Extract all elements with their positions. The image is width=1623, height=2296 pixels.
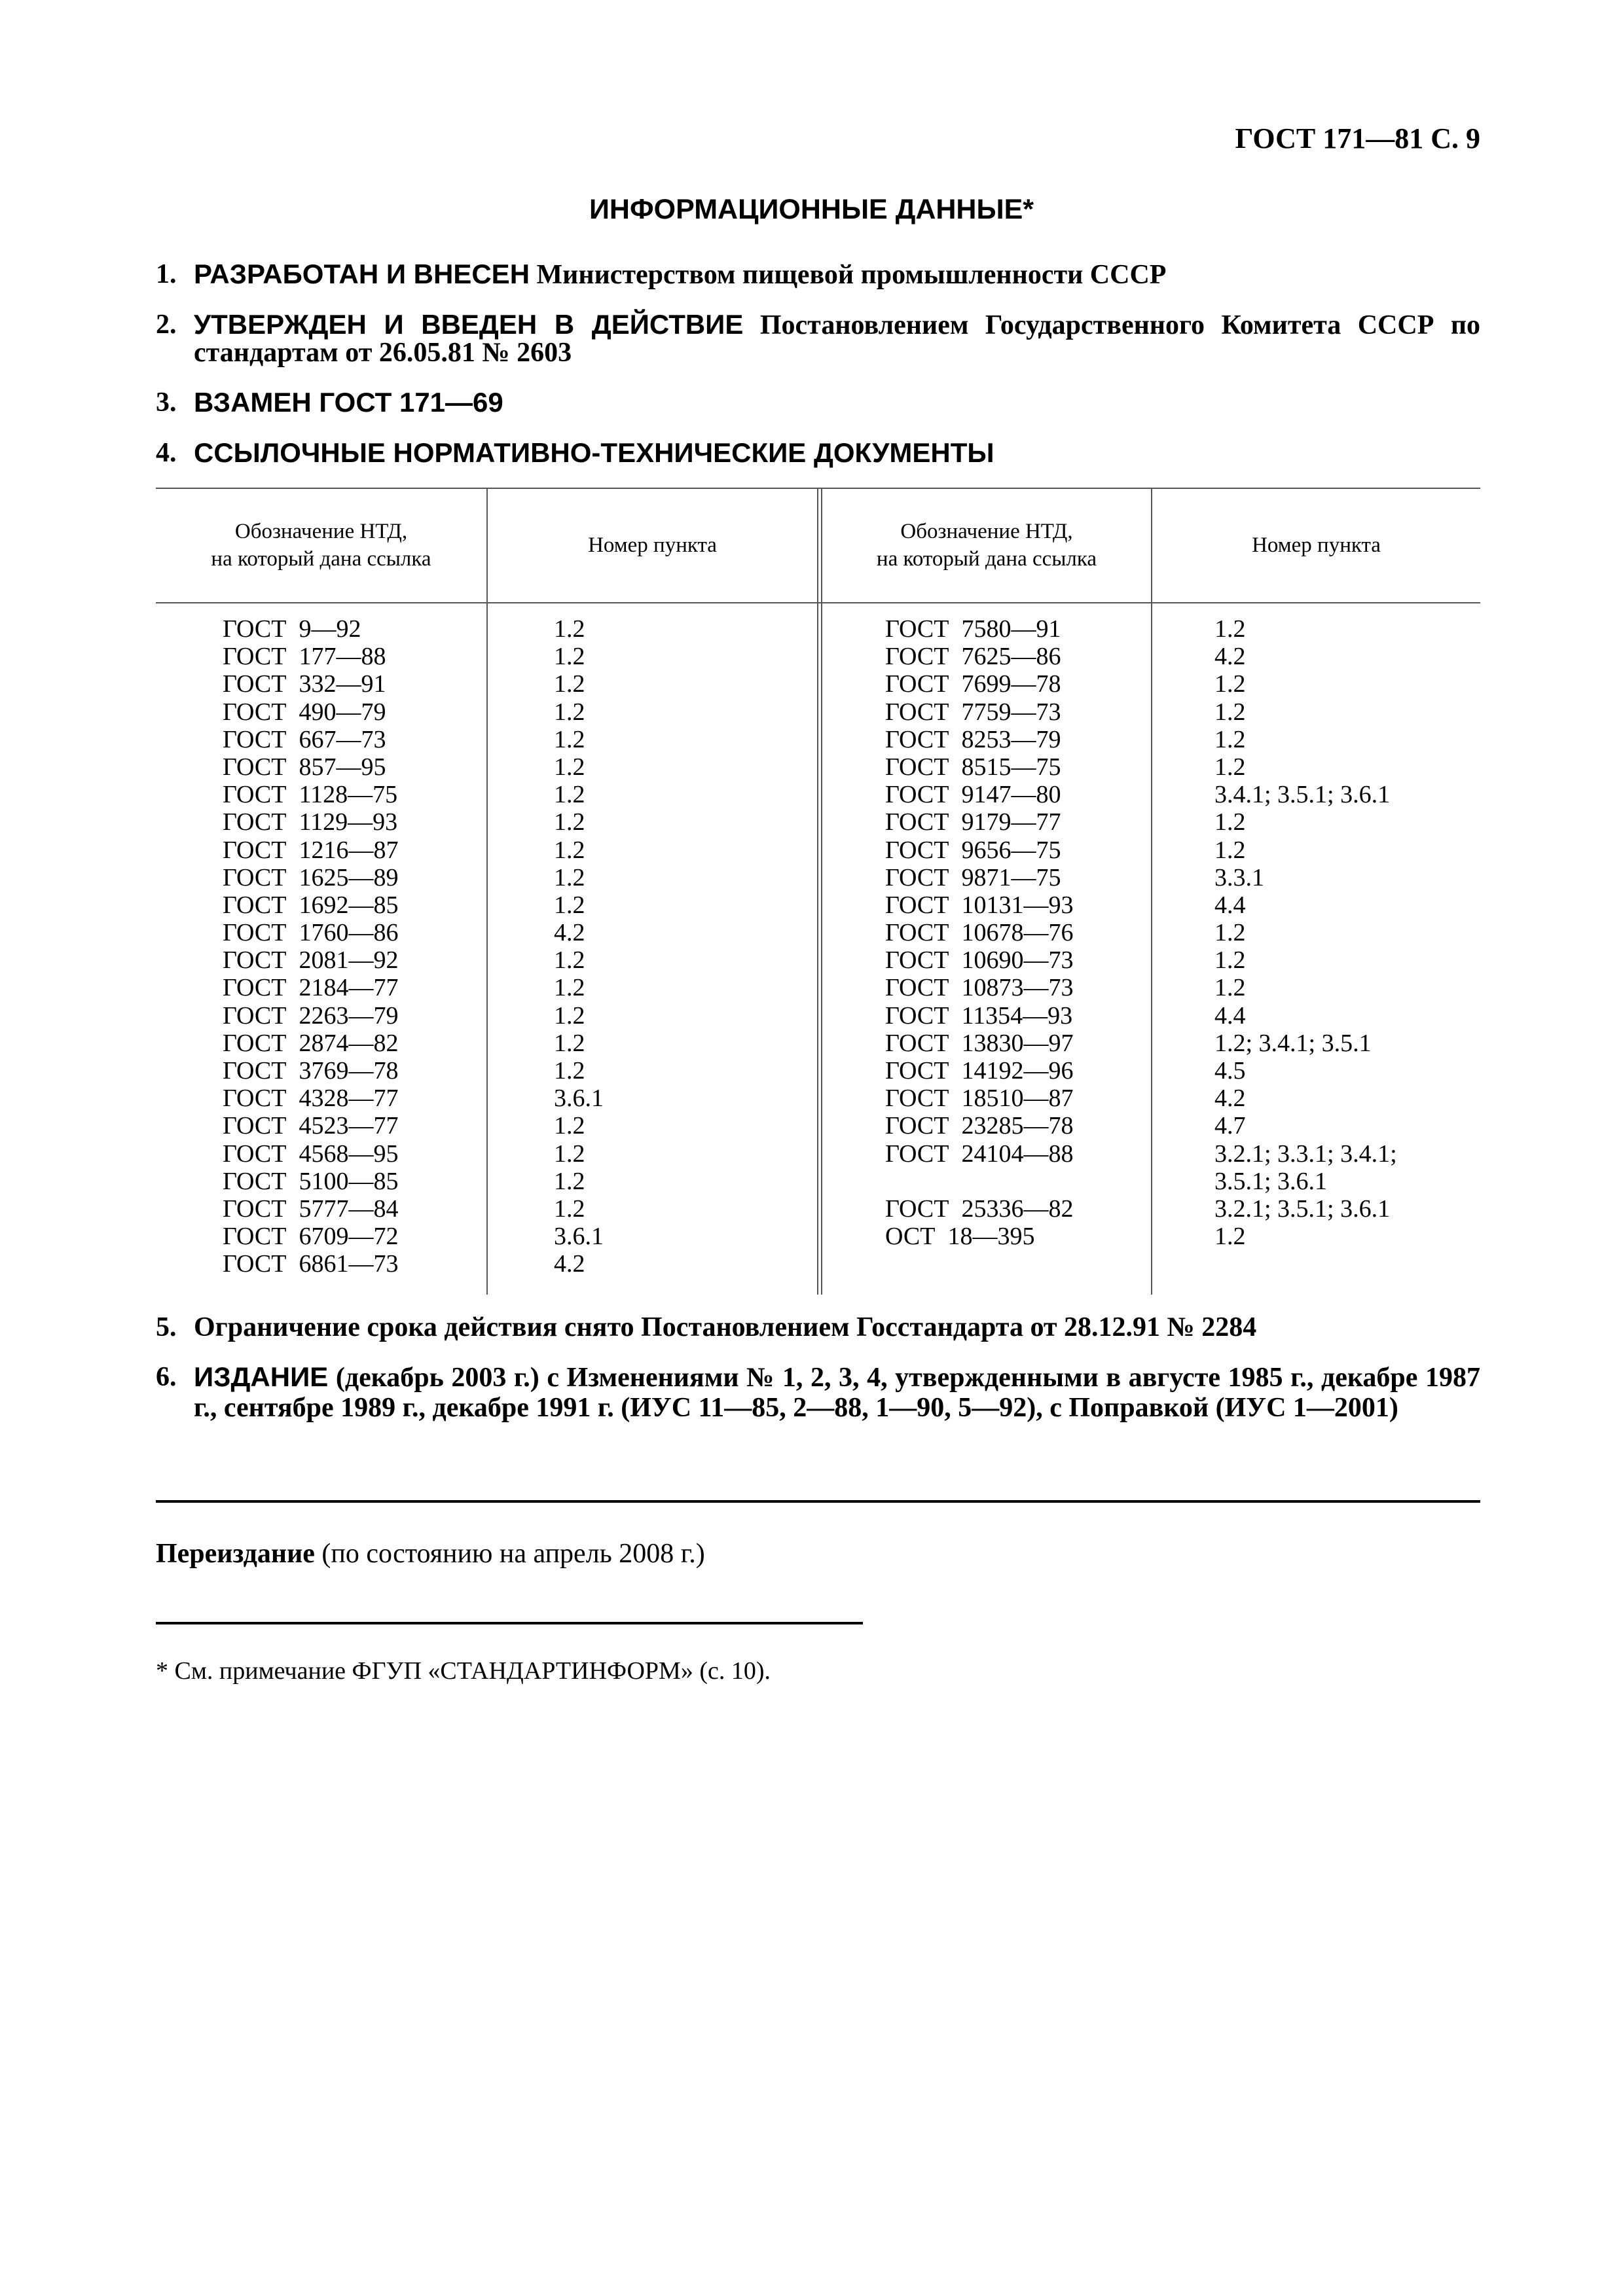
section-text: (декабрь 2003 г.) с Изменениями № 1, 2, 3, 4, утвержденными в августе 1985 г., декабре 1987 г., сентябре 1989 г., декабре 1991 г. (ИУС 11—85, 2—88, 1—90, 5—92), с Поправкой (ИУС 1—2001) bbox=[194, 1363, 1480, 1423]
info-sections bbox=[156, 260, 1480, 490]
page-header: ГОСТ 171—81 С. 9 bbox=[1235, 122, 1480, 154]
table-cell-doc: ГОСТ 2184—77 bbox=[223, 974, 399, 1002]
table-cell-doc: ГОСТ 25336—82 bbox=[885, 1194, 1074, 1223]
table-cell-doc: ГОСТ 7759—73 bbox=[885, 698, 1061, 726]
table-cell-doc: ГОСТ 11354—93 bbox=[885, 1001, 1073, 1030]
table-cell-item: 1.2 bbox=[554, 670, 585, 698]
table-cell-doc: ГОСТ 13830—97 bbox=[885, 1029, 1074, 1057]
table-cell-doc: ГОСТ 332—91 bbox=[223, 670, 386, 698]
table-cell-item: 1.2 bbox=[554, 808, 585, 836]
table-cell-doc: ГОСТ 9179—77 bbox=[885, 808, 1061, 836]
section-number: 4. bbox=[156, 438, 177, 468]
table-cell-item: 4.7 bbox=[1214, 1112, 1246, 1140]
header-doc-left: Обозначение НТД, на который дана ссылка bbox=[211, 519, 431, 571]
table-cell-item: 4.2 bbox=[554, 1250, 585, 1278]
table-cell-doc: ГОСТ 7580—91 bbox=[885, 615, 1061, 643]
table-cell-item: 1.2 bbox=[554, 615, 585, 643]
table-cell-doc: ГОСТ 1692—85 bbox=[223, 891, 399, 919]
table-cell-item: 1.2 bbox=[554, 1057, 585, 1085]
table-cell-doc: ГОСТ 7699—78 bbox=[885, 670, 1061, 698]
right-doc-column bbox=[885, 615, 1074, 1250]
table-cell-item: 1.2; 3.4.1; 3.5.1 bbox=[1214, 1029, 1372, 1057]
table-cell-doc: ГОСТ 7625—86 bbox=[885, 643, 1061, 671]
table-cell-item: 1.2 bbox=[1214, 919, 1246, 947]
table-cell-doc: ГОСТ 6709—72 bbox=[223, 1223, 399, 1251]
header-item-right: Номер пункта bbox=[1252, 533, 1381, 557]
table-cell-item: 4.2 bbox=[1214, 1085, 1246, 1113]
table-cell-doc: ГОСТ 10690—73 bbox=[885, 946, 1074, 975]
section-number: 5. bbox=[156, 1312, 177, 1342]
separator-rule bbox=[156, 1500, 1480, 1503]
table-cell-doc: ГОСТ 2263—79 bbox=[223, 1001, 399, 1030]
table-cell-doc: ГОСТ 6861—73 bbox=[223, 1250, 399, 1278]
table-cell-item: 1.2 bbox=[554, 698, 585, 726]
section-heading: ССЫЛОЧНЫЕ НОРМАТИВНО-ТЕХНИЧЕСКИЕ ДОКУМЕНТЫ bbox=[194, 437, 994, 468]
table-cell-item: 1.2 bbox=[554, 974, 585, 1002]
table-cell-item: 1.2 bbox=[554, 1139, 585, 1168]
header-item-left: Номер пункта bbox=[588, 533, 717, 557]
table-cell-item: 3.2.1; 3.5.1; 3.6.1 bbox=[1214, 1194, 1391, 1223]
column-divider-double bbox=[817, 488, 818, 1295]
column-divider-double bbox=[821, 488, 822, 1295]
table-cell-item: 3.5.1; 3.6.1 bbox=[1214, 1167, 1328, 1195]
table-cell-doc: ГОСТ 1760—86 bbox=[223, 919, 399, 947]
table-cell-item: 1.2 bbox=[554, 1001, 585, 1030]
table-cell-item: 4.4 bbox=[1214, 1001, 1246, 1030]
table-cell-item: 4.2 bbox=[1214, 643, 1246, 671]
section-4 bbox=[156, 439, 1480, 467]
right-item-column bbox=[1214, 615, 1397, 1250]
table-cell-doc: ГОСТ 1129—93 bbox=[223, 808, 398, 836]
table-cell-item: 1.2 bbox=[554, 1194, 585, 1223]
table-cell-doc bbox=[885, 1168, 1074, 1195]
table-cell-item: 1.2 bbox=[1214, 974, 1246, 1002]
section-text: Министерством пищевой промышленности СССР bbox=[536, 260, 1167, 290]
section-6 bbox=[156, 1362, 1480, 1423]
table-cell-doc: ГОСТ 23285—78 bbox=[885, 1112, 1074, 1140]
column-divider bbox=[1151, 488, 1152, 1295]
section-1 bbox=[156, 260, 1480, 289]
table-cell-item: 4.2 bbox=[554, 919, 585, 947]
header-doc-right: Обозначение НТД, на который дана ссылка bbox=[876, 519, 1097, 571]
table-cell-doc: ГОСТ 10873—73 bbox=[885, 974, 1074, 1002]
table-cell-doc: ГОСТ 9871—75 bbox=[885, 863, 1061, 891]
table-cell-doc: ГОСТ 9656—75 bbox=[885, 836, 1061, 864]
table-cell-item: 1.2 bbox=[1214, 698, 1246, 726]
section-text: Ограничение срока действия снято Постановлением Госстандарта от 28.12.91 № 2284 bbox=[194, 1312, 1257, 1342]
table-cell-item: 1.2 bbox=[1214, 946, 1246, 975]
section-number: 3. bbox=[156, 387, 177, 418]
table-cell-doc: ОСТ 18—395 bbox=[885, 1223, 1035, 1251]
section-number: 1. bbox=[156, 259, 177, 289]
section-number: 2. bbox=[156, 310, 177, 340]
table-cell-item: 1.2 bbox=[1214, 808, 1246, 836]
footnote-rule bbox=[156, 1622, 863, 1624]
section-5 bbox=[156, 1312, 1480, 1342]
page-title: ИНФОРМАЦИОННЫЕ ДАННЫЕ* bbox=[589, 194, 1034, 225]
table-cell-item: 1.2 bbox=[1214, 1223, 1246, 1251]
table-cell-item: 1.2 bbox=[1214, 615, 1246, 643]
table-cell-doc: ГОСТ 4568—95 bbox=[223, 1139, 399, 1168]
table-cell-item: 4.5 bbox=[1214, 1057, 1246, 1085]
table-cell-doc: ГОСТ 2081—92 bbox=[223, 946, 399, 975]
table-cell-item: 1.2 bbox=[554, 781, 585, 809]
table-cell-doc: ГОСТ 9147—80 bbox=[885, 781, 1061, 809]
table-cell-doc: ГОСТ 1216—87 bbox=[223, 836, 399, 864]
info-sections-continued bbox=[156, 1312, 1480, 1445]
table-cell-item: 1.2 bbox=[554, 1029, 585, 1057]
footnote: * См. примечание ФГУП «СТАНДАРТИНФОРМ» (с. 10). bbox=[156, 1657, 771, 1685]
table-cell-doc: ГОСТ 14192—96 bbox=[885, 1057, 1074, 1085]
table-cell-item: 3.3.1 bbox=[1214, 863, 1264, 891]
table-cell-item: 3.6.1 bbox=[554, 1223, 604, 1251]
left-doc-column bbox=[223, 615, 399, 1278]
reissue-label: Переиздание bbox=[156, 1539, 315, 1569]
table-cell-doc: ГОСТ 9—92 bbox=[223, 615, 361, 643]
table-cell-item: 1.2 bbox=[554, 1167, 585, 1195]
reissue-note bbox=[156, 1538, 705, 1570]
table-cell-doc: ГОСТ 8515—75 bbox=[885, 753, 1061, 781]
reference-table bbox=[156, 488, 1480, 1295]
section-heading: ИЗДАНИЕ bbox=[194, 1361, 329, 1392]
section-heading: ВЗАМЕН ГОСТ 171—69 bbox=[194, 387, 503, 418]
table-cell-doc: ГОСТ 5777—84 bbox=[223, 1194, 399, 1223]
table-cell-item: 1.2 bbox=[554, 863, 585, 891]
table-cell-item: 3.2.1; 3.3.1; 3.4.1; bbox=[1214, 1139, 1397, 1168]
table-cell-item: 1.2 bbox=[1214, 836, 1246, 864]
table-cell-doc: ГОСТ 4523—77 bbox=[223, 1112, 399, 1140]
section-number: 6. bbox=[156, 1362, 177, 1392]
table-cell-doc: ГОСТ 4328—77 bbox=[223, 1085, 399, 1113]
table-cell-doc: ГОСТ 2874—82 bbox=[223, 1029, 399, 1057]
table-cell-item: 1.2 bbox=[554, 891, 585, 919]
column-divider bbox=[486, 488, 488, 1295]
table-cell-item: 1.2 bbox=[554, 753, 585, 781]
section-heading: РАЗРАБОТАН И ВНЕСЕН bbox=[194, 259, 530, 289]
section-2 bbox=[156, 311, 1480, 367]
reissue-text: (по состоянию на апрель 2008 г.) bbox=[314, 1539, 705, 1569]
left-item-column bbox=[554, 615, 604, 1278]
table-cell-doc: ГОСТ 5100—85 bbox=[223, 1167, 399, 1195]
table-cell-doc: ГОСТ 3769—78 bbox=[223, 1057, 399, 1085]
table-cell-doc: ГОСТ 177—88 bbox=[223, 643, 386, 671]
table-cell-item: 1.2 bbox=[554, 946, 585, 975]
table-cell-item: 1.2 bbox=[554, 836, 585, 864]
table-cell-doc: ГОСТ 10131—93 bbox=[885, 891, 1074, 919]
table-cell-doc: ГОСТ 8253—79 bbox=[885, 725, 1061, 753]
table-cell-item: 1.2 bbox=[554, 643, 585, 671]
section-heading: УТВЕРЖДЕН И ВВЕДЕН В ДЕЙСТВИЕ bbox=[194, 309, 744, 340]
table-cell-item: 3.6.1 bbox=[554, 1085, 604, 1113]
table-cell-doc: ГОСТ 857—95 bbox=[223, 753, 386, 781]
table-cell-item: 1.2 bbox=[1214, 670, 1246, 698]
table-cell-item: 4.4 bbox=[1214, 891, 1246, 919]
table-cell-item: 3.4.1; 3.5.1; 3.6.1 bbox=[1214, 781, 1391, 809]
table-cell-doc: ГОСТ 10678—76 bbox=[885, 919, 1074, 947]
table-cell-item: 1.2 bbox=[554, 725, 585, 753]
section-3 bbox=[156, 389, 1480, 417]
table-cell-doc: ГОСТ 1128—75 bbox=[223, 781, 398, 809]
table-cell-doc: ГОСТ 490—79 bbox=[223, 698, 386, 726]
table-cell-item: 1.2 bbox=[1214, 753, 1246, 781]
table-cell-doc: ГОСТ 18510—87 bbox=[885, 1085, 1074, 1113]
table-cell-doc: ГОСТ 24104—88 bbox=[885, 1139, 1074, 1168]
table-cell-item: 1.2 bbox=[1214, 725, 1246, 753]
table-cell-doc: ГОСТ 667—73 bbox=[223, 725, 386, 753]
table-cell-item: 1.2 bbox=[554, 1112, 585, 1140]
section-text: Постановлением Государственного Комитета СССР по стандартам от 26.05.81 № 2603 bbox=[194, 310, 1481, 368]
table-cell-doc: ГОСТ 1625—89 bbox=[223, 863, 399, 891]
